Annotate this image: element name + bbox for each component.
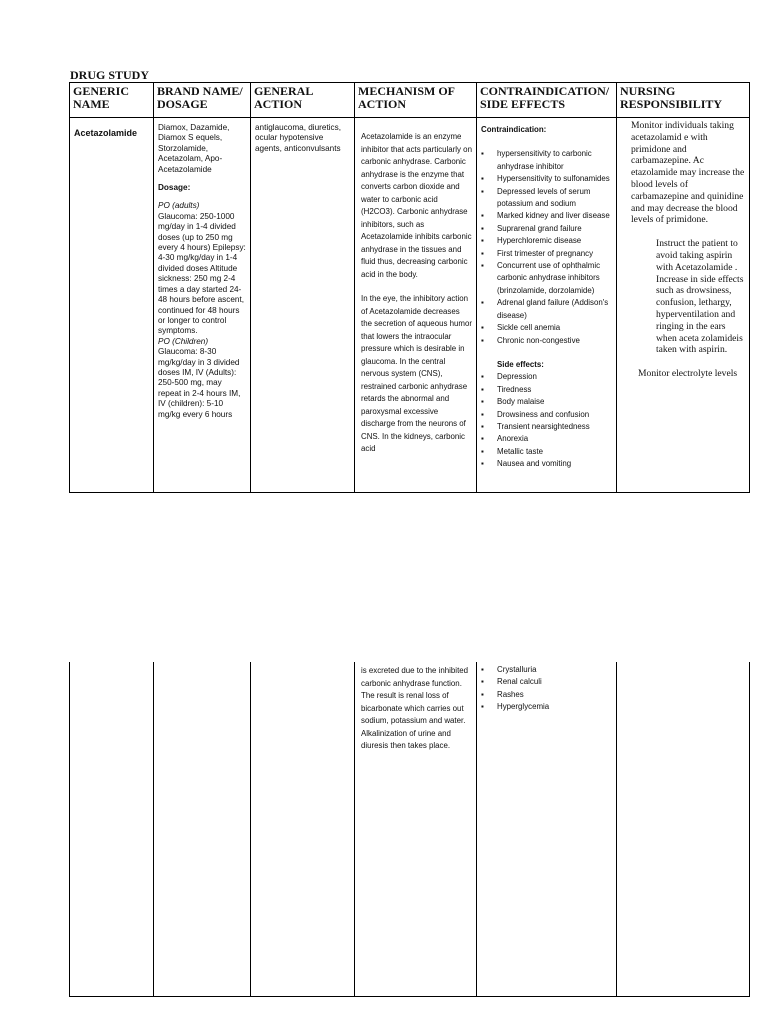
brand-cell xyxy=(154,118,251,493)
child-dosage: Glaucoma: 8-30 mg/kg/day in 3 divided doses IM, IV (Adults): 250-500 mg, may repeat in 2-4 hours IM, IV (children): 5-10 mg/kg every 6 hours xyxy=(158,347,241,419)
list-item: ▪ Rashes xyxy=(481,689,612,701)
list-item: ▪ Body malaise xyxy=(481,396,612,408)
list-item: ▪ Depressed levels of serum potassium and sodium xyxy=(481,186,612,211)
side-effects-heading: Side effects: xyxy=(497,359,544,369)
adult-dosage-heading: PO (adults) xyxy=(158,201,200,211)
brand-names: Diamox, Dazamide, Diamox S equels, Storzolamide, Acetazolam, Apo-Acetazolamide xyxy=(158,123,230,174)
list-item: ▪ Suprarenal grand failure xyxy=(481,223,612,235)
list-item: ▪ Hyperglycemia xyxy=(481,701,612,713)
brand-cell xyxy=(154,662,251,997)
header-nursing: NURSING RESPONSIBILITY xyxy=(617,83,750,118)
list-item: ▪ Anorexia xyxy=(481,433,612,445)
page-title: DRUG STUDY xyxy=(70,68,150,82)
list-item: ▪ Adrenal gland failure (Addison's disease) xyxy=(481,297,612,322)
list-item: ▪ Hypersensitivity to sulfonamides xyxy=(481,173,612,185)
mechanism-paragraph: In the eye, the inhibitory action of Acetazolamide decreases the secretion of aqueous humor that lowers the intraocular pressure which is desirable in glaucoma. In the central nervous system (CNS), restrained carbonic anhydrase retards the abnormal and paroxysmal excessive discharge from the neurons of CNS. In the kidneys, carbonic acid xyxy=(361,294,472,453)
list-item: ▪ Concurrent use of ophthalmic carbonic anhydrase inhibitors (brinzolamide, dorzolamide) xyxy=(481,260,612,297)
list-item: ▪ Transient nearsightedness xyxy=(481,421,612,433)
header-generic-name: GENERIC NAME xyxy=(70,83,154,118)
list-item: ▪ Metallic taste xyxy=(481,446,612,458)
generic-cell xyxy=(70,662,154,997)
list-item: ▪ Tiredness xyxy=(481,384,612,396)
nursing-cell xyxy=(617,118,750,493)
mechanism-cell xyxy=(355,118,477,493)
list-item: ▪ Marked kidney and liver disease xyxy=(481,210,612,222)
nursing-paragraph: Monitor electrolyte levels xyxy=(638,368,738,380)
table-row xyxy=(70,118,750,493)
table-row xyxy=(70,662,750,997)
header-contraindication: CONTRAINDICATION/ SIDE EFFECTS xyxy=(477,83,617,118)
mechanism-paragraph: is excreted due to the inhibited carbonic anhydrase function. The result is renal loss of bicarbonate which carries out sodium, potassium and water. Alkalinization of urine and diuresis then takes place. xyxy=(361,666,469,750)
list-item: ▪ Depression xyxy=(481,371,612,383)
nursing-paragraph: Monitor individuals taking acetazolamid e with primidone and carbamazepine. Ac etazolamide may increase the blood levels of carbamazepine and quinidine and may decrease the blood levels of primidone. xyxy=(631,120,745,226)
contraindication-cell xyxy=(477,118,617,493)
general-action-cell xyxy=(251,662,355,997)
header-row xyxy=(70,83,750,118)
general-action-cell xyxy=(251,118,355,493)
contraindication-list xyxy=(481,148,612,347)
list-item: ▪ Renal calculi xyxy=(481,676,612,688)
contraindication-cell xyxy=(477,662,617,997)
generic-name: Acetazolamide xyxy=(74,128,138,138)
list-item: ▪ Drowsiness and confusion xyxy=(481,409,612,421)
header-mechanism: MECHANISM OF ACTION xyxy=(355,83,477,118)
nursing-cell xyxy=(617,662,750,997)
dosage-heading: Dosage: xyxy=(158,183,191,193)
drug-study-table xyxy=(69,82,750,493)
general-action: antiglaucoma, diuretics, ocular hypotensive agents, anticonvulsants xyxy=(255,123,342,153)
drug-study-table-continued xyxy=(69,662,750,997)
side-effects-list xyxy=(481,371,612,470)
header-brand-dosage: BRAND NAME/ DOSAGE xyxy=(154,83,251,118)
list-item: ▪ Nausea and vomiting xyxy=(481,458,612,470)
header-general-action: GENERAL ACTION xyxy=(251,83,355,118)
nursing-paragraph: Instruct the patient to avoid taking aspirin with Acetazolamide . Increase in side effects such as drowsiness, confusion, lethargy, hyperventilation and ringing in the ears when aceta zolamideis taken with aspirin. xyxy=(656,238,744,356)
list-item: ▪ Hyperchloremic disease xyxy=(481,235,612,247)
side-effects-list xyxy=(481,664,612,714)
mechanism-paragraph: Acetazolamide is an enzyme inhibitor that acts particularly on carbonic anhydrase. Carbonic anhydrase is the enzyme that converts carbon dioxide and water to carbonic acid (H2CO3). Carbonic anhydrase inhibitors, such as Acetazolamide inhibits carbonic anhydrase in the tissues and fluid thus, decreasing carbonic acid in the body. xyxy=(361,132,472,279)
list-item: ▪ First trimester of pregnancy xyxy=(481,248,612,260)
list-item: ▪ Sickle cell anemia xyxy=(481,322,612,334)
list-item: ▪ Crystalluria xyxy=(481,664,612,676)
adult-dosage: Glaucoma: 250-1000 mg/day in 1-4 divided doses (up to 250 mg every 4 hours) Epilepsy: 4-30 mg/kg/day in 1-4 divided doses Altitude sickness: 250 mg 2-4 times a day started 24-48 hours before ascent, continued for 48 hours or longer to control symptoms. xyxy=(158,211,246,336)
child-dosage-heading: PO (Children) xyxy=(158,336,209,346)
generic-cell xyxy=(70,118,154,493)
list-item: ▪ hypersensitivity to carbonic anhydrase inhibitor xyxy=(481,148,612,173)
contraindication-heading: Contraindication: xyxy=(481,125,547,134)
mechanism-cell xyxy=(355,662,477,997)
list-item: ▪ Chronic non-congestive xyxy=(481,335,612,347)
